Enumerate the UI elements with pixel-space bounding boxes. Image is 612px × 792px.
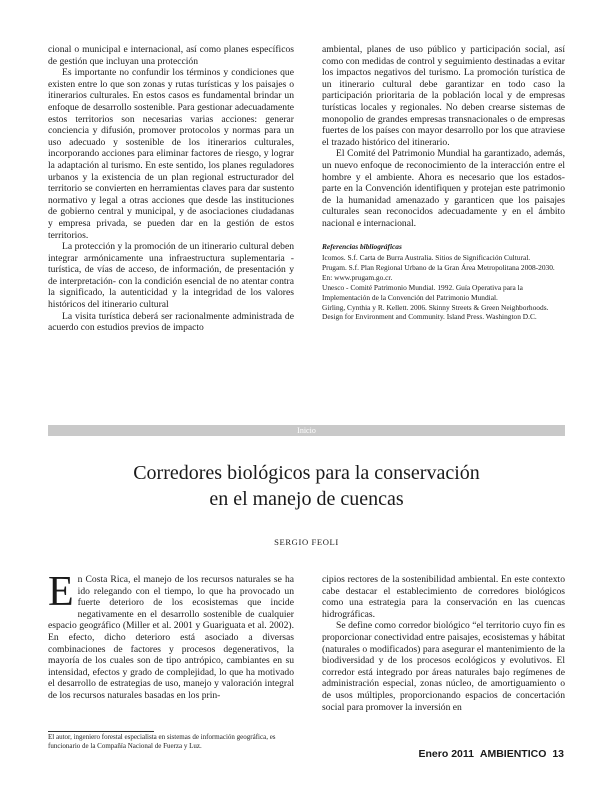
section-band — [48, 425, 565, 436]
intro-paragraph — [48, 569, 294, 702]
intro-text: n Costa Rica, el manejo de los recursos naturales se ha ido relegando con el tiempo, lo que ha provocado un fuerte deterioro de los ecosistemas que incide negativamente en el desarrollo sostenible de cualquier espacio geográfico (Miller et al. 2001 y Guariguata et al. 2002). En efecto, dicho deterioro está asociado a diversas combinaciones de factores y procesos degenerativos, la mayoría de los cuales son de tipo antrópico, cambiantes en su intensidad, efectos y grado de complejidad, lo que ha motivado el desarrollo de estrategias de uso, manejo y valoración integral de los recursos naturales basadas en los prin- — [48, 574, 294, 701]
paragraph: Es importante no confundir los términos y condiciones que existen entre lo que son zonas y rutas turísticas y los paisajes o itinerarios culturales. En estos casos es fundamental brindar un enfoque de desarrollo sostenible. Para gestionar adecuadamente estos territorios son necesarias varias acciones: generar conciencia y difusión, promover protocolos y normas para un uso adecuado y sostenible de los itinerarios culturales, incorporando acciones para eliminar factores de riesgo, y lograr la adaptación al turismo. En este sentido, los planes reguladores urbanos y la existencia de un plan regional estructurador del territorio se convierten en herramientas claves para dar sustento normativo y legal a otras acciones que desde las instituciones de gobierno central y municipal, y de asociaciones ciudadanas y empresa privada, se pueden dar en la gestión de estos territorios. — [48, 67, 294, 241]
paragraph: El Comité del Patrimonio Mundial ha garantizado, además, un nuevo enfoque de reconocimiento de la interacción entre el hombre y el ambiente. Ahora es necesario que los estados-parte en la Convención identifiquen y protejan este patrimonio de la humanidad amenazado y garanticen que los paisajes culturales sean reconocidos adecuadamente y en el ámbito nacional e internacional. — [322, 148, 565, 229]
magazine-name: AMBIENTICO — [479, 748, 547, 760]
reference-item: Unesco - Comité Patrimonio Mundial. 1992. Guía Operativa para la Implementación de la Convención del Patrimonio Mundial. — [322, 283, 523, 302]
bottom-right-column — [322, 574, 565, 713]
paragraph: cipios rectores de la sostenibilidad ambiental. En este contexto cabe destacar el establecimiento de corredores biológicos como una estrategia para la conservación en las cuencas hidrográficas. — [322, 574, 565, 620]
drop-cap: E — [48, 569, 74, 615]
top-right-column — [322, 44, 565, 323]
footnote-divider — [48, 731, 154, 732]
references — [322, 242, 565, 322]
paragraph: Se define como corredor biológico “el territorio cuyo fin es proporcionar conectividad entre paisajes, ecosistemas y hábitat (naturales o modificados) para asegurar el mantenimiento de la biodiversidad y de los procesos ecológicos y evolutivos. El corredor está integrado por áreas naturales bajo regímenes de administración especial, zonas núcleo, de amortiguamiento o de usos múltiples, proporcionando espacios de concertación social para promover la inversión en — [322, 620, 565, 713]
article-author: SERGIO FEOLI — [274, 537, 339, 547]
article-title — [48, 460, 565, 512]
inicio-link[interactable]: Inicio — [297, 426, 316, 435]
page-footer — [416, 748, 564, 760]
paragraph: La protección y la promoción de un itinerario cultural deben integrar armónicamente una infraestructura suplementaria -turística, de vías de acceso, de información, de presentación y de interpretación- con la condición esencial de no atentar contra la significado, la autenticidad y la integridad de los valores históricos del itinerario cultural — [48, 241, 294, 311]
top-left-column — [48, 44, 294, 334]
references-heading: Referencias bibliográficas — [322, 241, 402, 251]
paragraph: cional o municipal e internacional, así como planes específicos de gestión que incluyan una protección — [48, 44, 294, 67]
paragraph: La visita turística deberá ser racionalmente administrada de acuerdo con estudios previos de impacto — [48, 310, 294, 334]
reference-item: Icomos. S.f. Carta de Burra Australia. Sitios de Significación Cultural. — [322, 252, 531, 262]
reference-item: Prugam. S.f. Plan Regional Urbano de la Gran Área Metropolitana 2008-2030. En: www.prugam.go.cr. — [322, 263, 555, 282]
author-footnote: El autor, ingeniero forestal especialista en sistemas de información geográfica, es funcionario de la Compañía Nacional de Fuerza y Luz. — [48, 733, 276, 750]
paragraph: ambiental, planes de uso público y participación social, así como con medidas de control y seguimiento destinadas a evitar los impactos negativos del turismo. La promoción turística de un itinerario cultural debe garantizar en todo caso la participación prioritaria de la población local y de empresas turísticas locales y regionales. No deben crearse sistemas de monopolio de grandes empresas transnacionales o de empresas fuertes de los países con mayor desarrollo por los que atraviese el trazado histórico del itinerario. — [322, 44, 565, 148]
article-title-line1: Corredores biológicos para la conservación — [133, 462, 480, 484]
issue-date: Enero 2011 — [418, 748, 474, 760]
reference-item: Girling, Cynthia y R. Kellett. 2006. Skinny Streets & Green Neighborhoods. Design for Environment and Community. Island Press. Washington D.C. — [322, 302, 549, 322]
article-title-line2: en el manejo de cuencas — [209, 488, 404, 510]
bottom-left-column — [48, 569, 294, 702]
page-number: 13 — [552, 748, 564, 760]
